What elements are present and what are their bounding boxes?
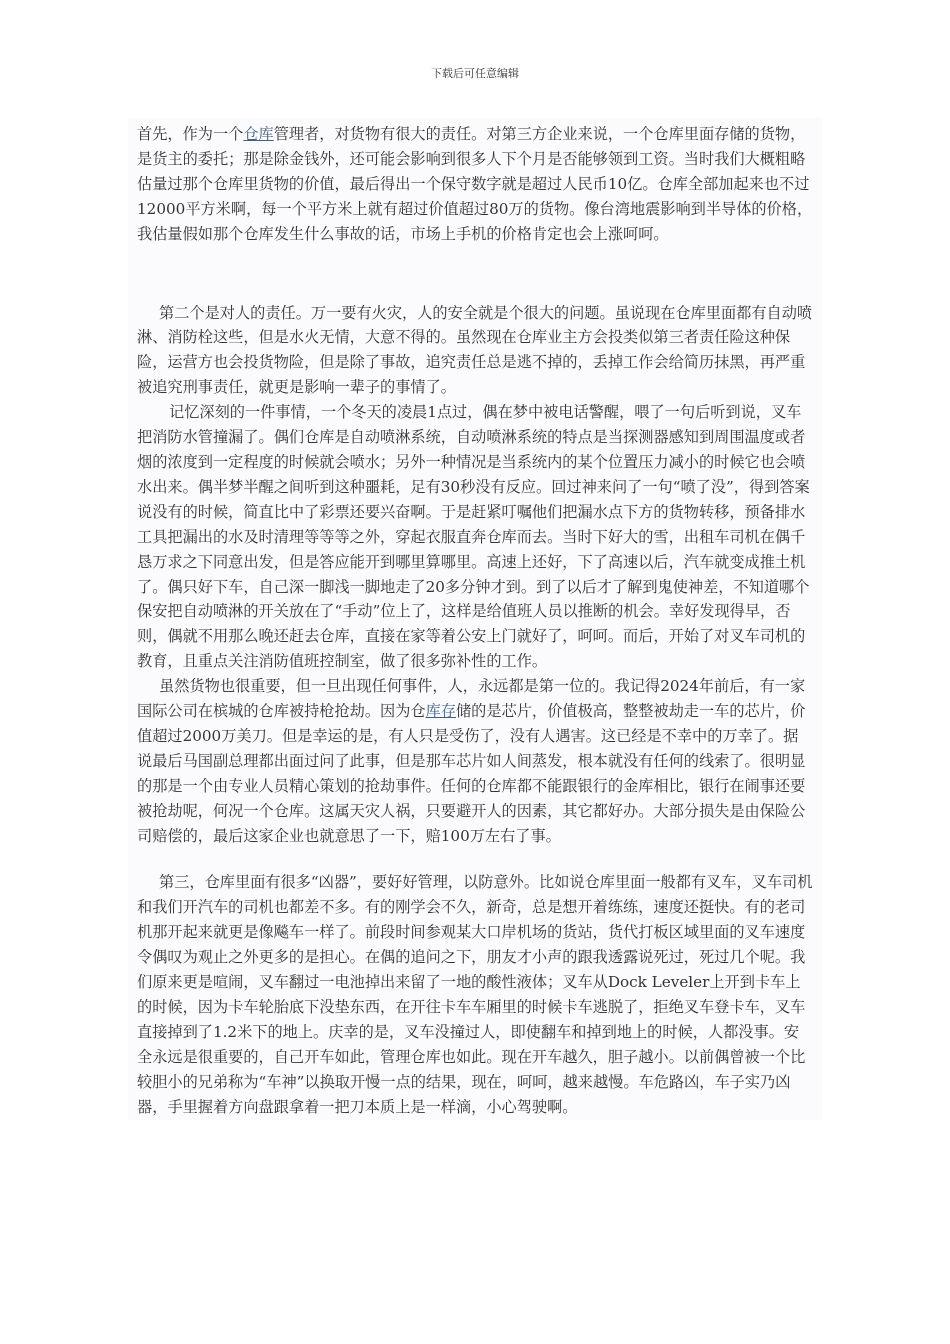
paragraph-1-text-end: 管理者，对货物有很大的责任。对第三方企业来说，一个仓库里面存储的货物，是货主的委托；那是除金钱外，还可能会影响到很多人下个月是否能够领到工资。当时我们大概粗略估量过那个仓库里货物的价值，最后得出一个保守数字就是超过人民币10亿。仓库全部加起来也不过12000平方米啊，每一个平方米上就有超过价值超过80万的货物。像台湾地震影响到半导体的价格，我估量假如那个仓库发生什么事故的话，市场上手机的价格肯定也会上涨呵呵。	[137, 125, 813, 243]
paragraph-4-text-end: 储的是芯片，价值极高，整整被劫走一车的芯片，价值超过2000万美刀。但是幸运的是，有人只是受伤了，没有人遇害。这已经是不幸中的万幸了。据说最后马国副总理都出面过问了此事，但是那车芯片如人间蒸发，根本就没有任何的线索了。很明显的那是一个由专业人员精心策划的抢劫事件。任何的仓库都不能跟银行的金库相比，银行在闹事还要被抢劫呢，何况一个仓库。这属天灾人祸，只要避开人的因素，其它都好办。大部分损失是由保险公司赔偿的，最后这家企业也就意思了一下，赔100万左右了事。	[137, 702, 806, 845]
article-body	[128, 118, 822, 1120]
page-header: 下载后可任意编辑	[431, 67, 519, 80]
paragraph-spacer	[128, 848, 822, 870]
paragraph-4-text-start: 虽然货物也很重要，但一旦出现任何事件，人，永远都是第一位的。我记得2024年前后，有一家国际公司在槟城的仓库被持枪抢劫。因为仓	[137, 677, 806, 721]
paragraph-1	[128, 118, 822, 247]
paragraph-5: 第三，仓库里面有很多“凶器”，要好好管理，以防意外。比如说仓库里面一般都有叉车，叉车司机和我们开汽车的司机也都差不多。有的刚学会不久，新奇，总是想开着练练，速度还挺快。有的老司机那开起来就更是像飚车一样了。前段时间参观某大口岸机场的货站，货代打板区域里面的叉车速度令偶叹为观止之外更多的是担心。在偶的追问之下，朋友才小声的跟我透露说死过，死过几个呢。我们原来更是喧闹，叉车翻过一电池掉出来留了一地的酸性液体；叉车从Dock Leveler上开到卡车上的时候，因为卡车轮胎底下没垫东西，在开往卡车车厢里的时候卡车逃脱了，拒绝叉车登卡车，叉车直接掉到了1.2米下的地上。庆幸的是，叉车没撞过人，即使翻车和掉到地上的时候，人都没事。安全永远是很重要的，自己开车如此，管理仓库也如此。现在开车越久，胆子越小。以前偶曾被一个比较胆小的兄弟称为“车神”以换取开慢一点的结果，现在，呵呵，越来越慢。车危路凶，车子实乃凶器，手里握着方向盘跟拿着一把刀本质上是一样滴，小心驾驶啊。	[137, 873, 813, 1116]
paragraph-3: 记忆深刻的一件事情，一个冬天的凌晨1点过，偶在梦中被电话警醒，喂了一句后听到说，叉车把消防水管撞漏了。偶们仓库是自动喷淋系统，自动喷淋系统的特点是当探测器感知到周围温度或者烟的浓度到一定程度的时候就会喷水；另外一种情况是当系统内的某个位置压力减小的时候它也会喷水出来。偶半梦半醒之间听到这种噩耗，足有30秒没有反应。回过神来问了一句“喷了没”，得到答案说没有的时候，简直比中了彩票还要兴奋啊。于是赶紧叮嘱他们把漏水点下方的货物转移，预备排水工具把漏出的水及时清理等等等之外，穿起衣服直奔仓库而去。当时下好大的雪，出租车司机在偶千恳万求之下同意出发，但是答应能开到哪里算哪里。高速上还好，下了高速以后，汽车就变成推土机了。偶只好下车，自己深一脚浅一脚地走了20多分钟才到。到了以后才了解到鬼使神差，不知道哪个保安把自动喷淋的开关放在了“手动”位上了，这样是给值班人员以推断的机会。幸好发现得早，否则，偶就不用那么晚还赶去仓库，直接在家等着公安上门就好了，呵呵。而后，开始了对叉车司机的教育，且重点关注消防值班控制室，做了很多弥补性的工作。	[137, 403, 810, 671]
paragraph-2: 第二个是对人的责任。万一要有火灾，人的安全就是个很大的问题。虽说现在仓库里面都有自动喷淋、消防栓这些，但是水火无情，大意不得的。虽然现在仓库业主方会投类似第三者责任险这种保险，运营方也会投货物险，但是除了事故，追究责任总是逃不掉的，丢掉工作会给简历抹黑，再严重被追究刑事责任，就更是影响一辈子的事情了。	[137, 303, 813, 397]
paragraph-4	[128, 674, 822, 848]
paragraph-spacer	[128, 247, 822, 301]
warehouse-link[interactable]: 仓库	[243, 125, 274, 143]
paragraph-1-text-start: 首先，作为一个	[137, 125, 244, 143]
inventory-link[interactable]: 库存	[425, 702, 456, 721]
